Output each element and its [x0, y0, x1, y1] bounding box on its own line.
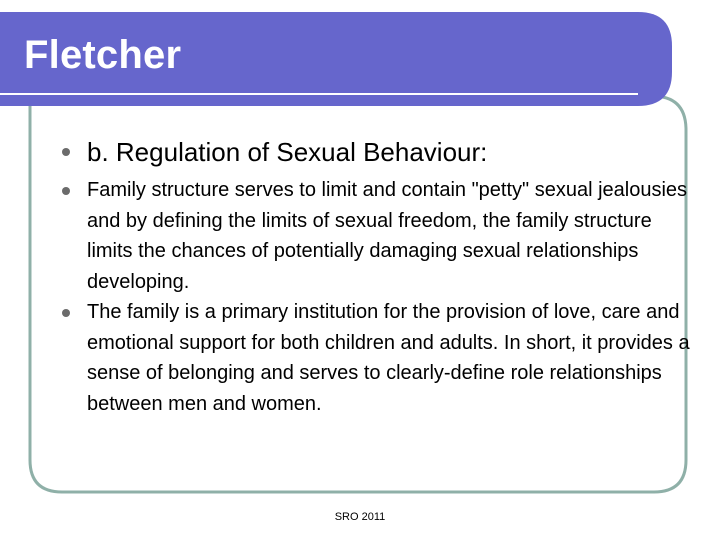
bullet-dot-icon — [62, 148, 70, 156]
slide-title: Fletcher — [24, 33, 182, 77]
footer-text: SRO 2011 — [334, 511, 386, 523]
bullet-dot-icon — [62, 187, 70, 195]
bullet-item-primary-institution: The family is a primary institution for the provision of love, care and emotional support for both children and adults. In short, it provides a sense of belonging and serves to clearly-define role relationships between men and women. — [87, 301, 690, 415]
section-heading: b. Regulation of Sexual Behaviour: — [87, 137, 488, 167]
bullet-dot-icon — [62, 309, 70, 317]
bullet-item-family-structure: Family structure serves to limit and contain "petty" sexual jealousies and by defining the limits of sexual freedom, the family structure limits the chances of potentially damaging sexual relationships developing. — [87, 179, 688, 293]
